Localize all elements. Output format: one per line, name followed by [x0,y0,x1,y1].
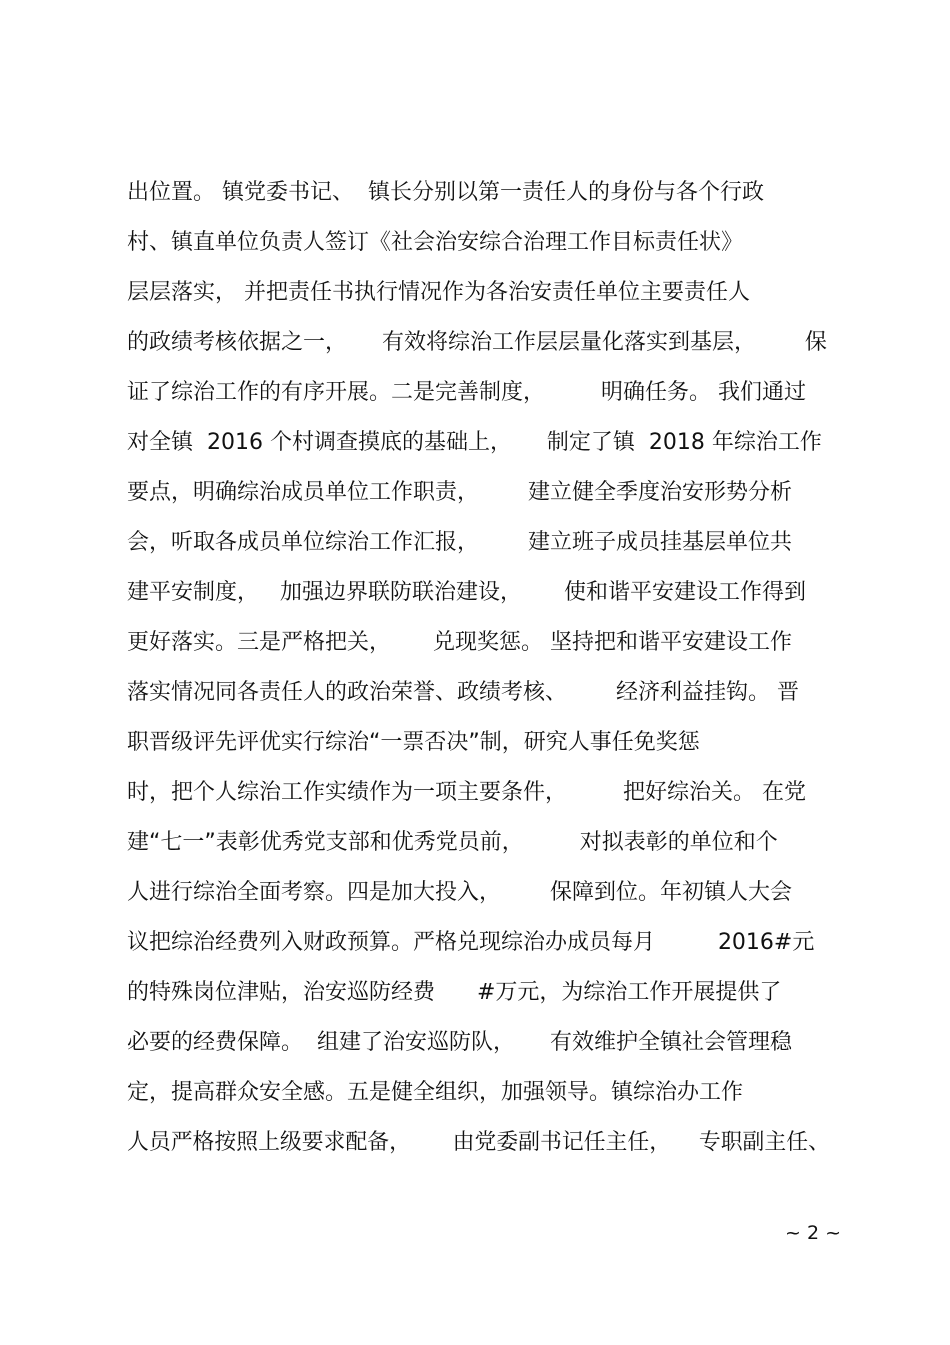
body-text-line-10: 更好落实。三是严格把关， 兑现奖惩。 坚持把和谐平安建设工作 [127,630,792,655]
body-text-line-12: 职晋级评先评优实行综治“一票否决”制，研究人事任免奖惩 [127,730,700,755]
body-text-line-6: 对全镇 2016 个村调查摸底的基础上， 制定了镇 2018 年综治工作 [127,430,822,455]
body-text-line-7: 要点，明确综治成员单位工作职责， 建立健全季度治安形势分析 [127,480,792,505]
body-text-line-19: 定，提高群众安全感。五是健全组织，加强领导。镇综治办工作 [127,1080,744,1105]
body-text-line-17: 的特殊岗位津贴，治安巡防经费 #万元，为综治工作开展提供了 [127,980,782,1005]
body-text-line-20: 人员严格按照上级要求配备， 由党委副书记任主任， 专职副主任、 [127,1130,830,1155]
body-text-line-5: 证了综治工作的有序开展。二是完善制度， 明确任务。 我们通过 [127,380,806,405]
body-text-line-11: 落实情况同各责任人的政治荣誉、政绩考核、 经济利益挂钩。 晋 [127,680,799,705]
body-text-line-9: 建平安制度， 加强边界联防联治建设， 使和谐平安建设工作得到 [127,580,806,605]
page-number: ~ 2 ~ [785,1222,842,1244]
body-text-line-1: 出位置。 镇党委书记、 镇长分别以第一责任人的身份与各个行政 [127,180,764,205]
body-text-line-15: 人进行综治全面考察。四是加大投入， 保障到位。年初镇人大会 [127,880,792,905]
body-text-line-18: 必要的经费保障。 组建了治安巡防队， 有效维护全镇社会管理稳 [127,1030,792,1055]
body-text-line-3: 层层落实， 并把责任书执行情况作为各治安责任单位主要责任人 [127,280,750,305]
body-text-line-14: 建“七一”表彰优秀党支部和优秀党员前， 对拟表彰的单位和个 [127,830,778,855]
body-text-line-4: 的政绩考核依据之一， 有效将综治工作层层量化落实到基层， 保 [127,330,827,355]
body-text-line-13: 时，把个人综治工作实绩作为一项主要条件， 把好综治关。 在党 [127,780,806,805]
body-text-line-2: 村、镇直单位负责人签订《社会治安综合治理工作目标责任状》 [127,230,744,255]
body-text-line-16: 议把综治经费列入财政预算。严格兑现综治办成员每月 2016#元 [127,930,815,955]
body-text-line-8: 会，听取各成员单位综治工作汇报， 建立班子成员挂基层单位共 [127,530,792,555]
